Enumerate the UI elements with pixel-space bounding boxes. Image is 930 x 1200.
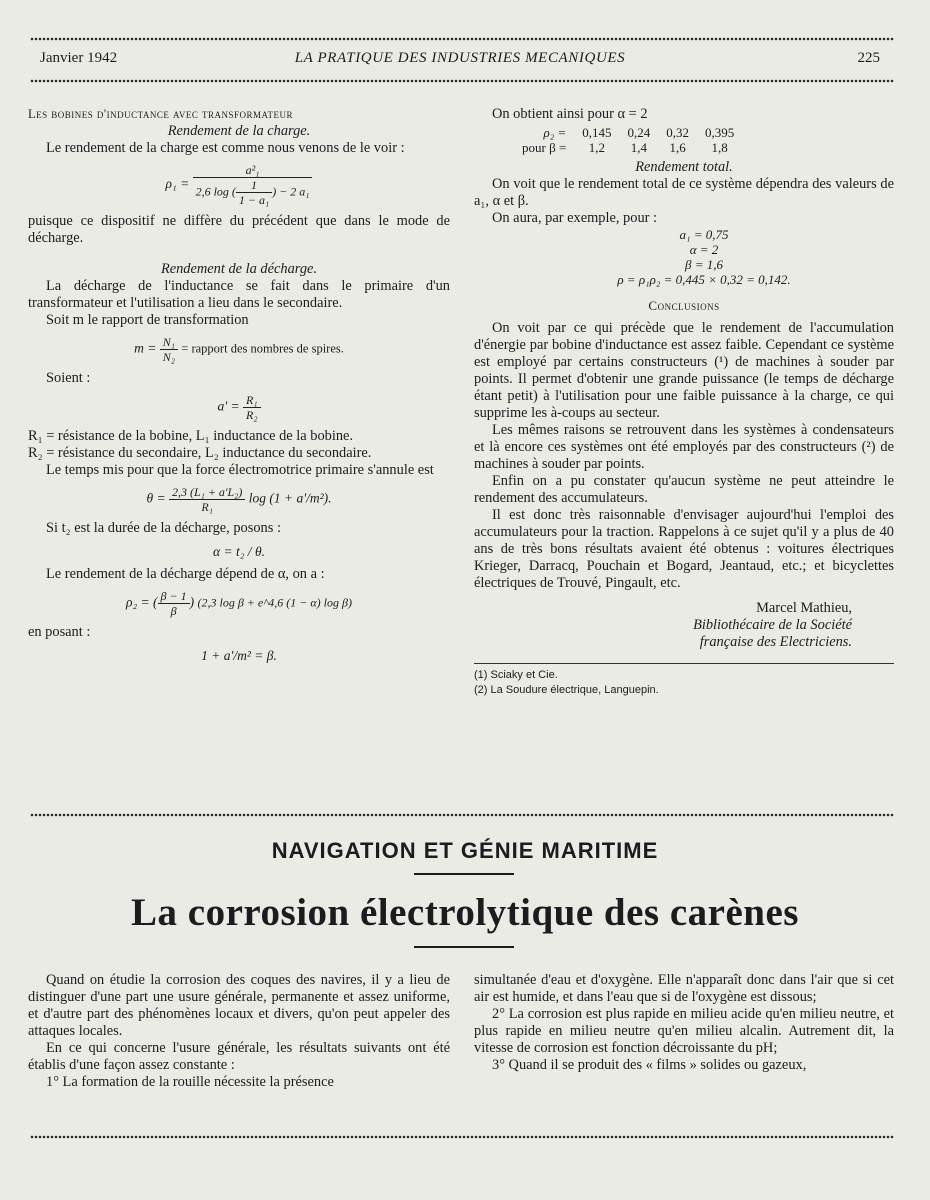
- subheading-total: Rendement total.: [635, 159, 733, 175]
- header-dotted-rule: [30, 78, 894, 84]
- formula-lhs: m =: [134, 340, 157, 356]
- paragraph: Si t₂ est la durée de la décharge, posons :: [46, 520, 281, 536]
- formula-lhs: ρ₂ =: [126, 594, 150, 610]
- formula-a-prime: [28, 393, 450, 422]
- formula-rho1: [28, 163, 450, 207]
- paragraph: Il est donc très raisonnable d'envisager aujourd'hui l'emploi des accumulateurs pour la traction. Rappelons à ce sujet qu'il y a plus de 40 ans de très bons résultats avaient été obtenus : voitures électriques Krieger, Darracq, Pouchain et Bogard, Jeantaud, etc.; et bicyclettes électriques de Trouvé, Pingault, etc.: [474, 507, 894, 591]
- signature-block: [474, 600, 894, 651]
- paragraph: Le temps mis pour que la force électromotrice primaire s'annule est: [46, 462, 434, 478]
- formula-lhs: θ =: [146, 490, 166, 506]
- formula-numerator: 1: [236, 178, 272, 193]
- formula-fraction: [160, 335, 178, 364]
- footnotes: [474, 663, 894, 698]
- formula-theta: [28, 485, 450, 514]
- formula-lhs: a' =: [217, 398, 240, 414]
- table-cell: 1,2: [588, 140, 606, 155]
- paragraph: simultanée d'eau et d'oxygène. Elle n'apparaît donc dans l'air que si cet air est humide, et dans l'eau que si de l'oxygène est dissous;: [474, 972, 894, 1005]
- formula-denominator: R₂: [245, 408, 258, 422]
- header-journal-title: LA PRATIQUE DES INDUSTRIES MECANIQUES: [294, 50, 626, 66]
- article-right-column: [474, 972, 894, 1074]
- subheading-decharge: Rendement de la décharge.: [160, 261, 318, 277]
- formula-denominator: N₂: [162, 350, 175, 364]
- footnote: (2) La Soudure électrique, Languepin.: [474, 684, 659, 696]
- paragraph: puisque ce dispositif ne diffère du précédent que dans le mode de décharge.: [28, 213, 450, 246]
- formula-rhs: = rapport des nombres de spires.: [181, 341, 344, 356]
- left-column: [28, 106, 450, 670]
- equation-line: ρ = ρ₁ρ₂ = 0,445 × 0,32 = 0,142.: [617, 272, 791, 287]
- right-column: [474, 106, 894, 698]
- formula-fraction: [193, 163, 313, 207]
- table-cell: 1,8: [711, 140, 728, 155]
- equation-line: β = 1,6: [685, 257, 723, 272]
- equation-line: α = 2: [689, 242, 719, 257]
- paragraph: 3° Quand il se produit des « films » solides ou gazeux,: [492, 1057, 807, 1073]
- table-cell: ρ₂ =: [543, 125, 567, 140]
- paragraph: en posant :: [28, 624, 91, 640]
- author-role: Bibliothécaire de la Société: [693, 617, 852, 633]
- section-category: NAVIGATION ET GÉNIE MARITIME: [271, 838, 659, 863]
- formula-fraction: [243, 393, 261, 422]
- header-page-number: 225: [857, 50, 880, 66]
- paragraph: Soit m le rapport de transformation: [46, 312, 249, 328]
- table-cell: 0,395: [705, 125, 735, 140]
- formula-rho2: ρ₂ = ( $\frac{\beta - 1}{\beta}$ ) (2,3 log β + e^4,6 (1 − α) log β): [126, 589, 352, 618]
- formula-fraction: [169, 485, 245, 514]
- paragraph: On aura, par exemple, pour :: [492, 210, 658, 226]
- table-cell: 1,4: [630, 140, 648, 155]
- paragraph: On obtient ainsi pour α = 2: [492, 106, 648, 122]
- paragraph: R₂ = résistance du secondaire, L₂ inductance du secondaire.: [28, 445, 372, 461]
- header-date: Janvier 1942: [40, 50, 118, 66]
- paragraph: R₁ = résistance de la bobine, L₁ inductance de la bobine.: [28, 428, 354, 444]
- table-cell: 0,24: [627, 125, 651, 140]
- table-row: [514, 140, 742, 155]
- paragraph: Enfin on a pu constater qu'aucun système ne peut atteindre le rendement des accumulateurs.: [474, 473, 894, 506]
- equation-line: a₁ = 0,75: [679, 227, 729, 242]
- table-row: [514, 125, 742, 140]
- equation-block: [514, 227, 894, 287]
- section-dotted-rule: [30, 812, 894, 818]
- table-cell: 0,145: [582, 125, 612, 140]
- formula-numerator: 2,3 (L₁ + a'L₂): [169, 485, 245, 500]
- paragraph: Soient :: [46, 370, 91, 386]
- author-name: Marcel Mathieu,: [756, 600, 852, 616]
- paragraph: Les mêmes raisons se retrouvent dans les systèmes à condensateurs et là encore ces systèmes ont été employés par des constructeurs (²) de machines à souder par points.: [474, 422, 894, 472]
- formula-term: 2,6 log: [195, 184, 229, 199]
- formula-m: [28, 335, 450, 364]
- table-cell: 1,6: [669, 140, 686, 155]
- formula-term: − 2 a₁: [279, 184, 310, 199]
- formula-rhs: (2,3 log β + e^4,6 (1 − α) log β): [197, 595, 352, 610]
- formula-numerator: N₁: [160, 335, 178, 350]
- formula-numerator: R₁: [243, 393, 261, 408]
- formula-numerator: a²₁: [193, 163, 313, 178]
- subheading-charge: Rendement de la charge.: [167, 123, 311, 139]
- article-title: La corrosion électrolytique des carènes: [131, 891, 799, 934]
- article-left-column: [28, 972, 450, 1091]
- table-cell: 0,32: [666, 125, 690, 140]
- top-dotted-rule: [30, 36, 894, 42]
- paragraph: On voit que le rendement total de ce système dépendra des valeurs de a₁, α et β.: [474, 176, 894, 209]
- paragraph: La décharge de l'inductance se fait dans le primaire d'un transformateur et l'utilisation a lieu dans le secondaire.: [28, 278, 450, 311]
- formula-lhs: ρ₁ =: [165, 176, 190, 192]
- subheading-conclusions: Conclusions: [648, 298, 720, 313]
- section-heading: Les bobines d'inductance avec transformateur: [28, 107, 294, 121]
- page-header: [40, 50, 880, 72]
- table-cell: pour β =: [522, 140, 567, 155]
- paragraph: Le rendement de la décharge dépend de α, on a :: [46, 566, 325, 582]
- formula-numerator: β − 1: [158, 589, 190, 604]
- formula-denominator: R₁: [201, 500, 213, 514]
- formula-alpha: α = t₂ / θ.: [213, 544, 265, 559]
- title-underline: [414, 946, 514, 948]
- formula-fraction: [158, 589, 190, 618]
- paragraph: En ce qui concerne l'usure générale, les résultats suivants ont été établis d'une façon assez constante :: [28, 1040, 450, 1073]
- footnote: (1) Sciaky et Cie.: [474, 669, 558, 681]
- formula-denominator: 1 − a₁: [238, 193, 270, 207]
- formula-denominator: β: [170, 604, 177, 618]
- paragraph: Le rendement de la charge est comme nous venons de le voir :: [46, 140, 405, 156]
- author-role: française des Electriciens.: [699, 634, 852, 650]
- paragraph: 2° La corrosion est plus rapide en milieu acide qu'en milieu neutre, et plus rapide en milieu neutre qu'en milieu alcalin. Autrement dit, la vitesse de corrosion est fonction décroissante du pH;: [474, 1006, 894, 1056]
- formula-beta: 1 + a'/m² = β.: [201, 648, 277, 663]
- formula-rhs: log (1 + a'/m²).: [248, 490, 332, 506]
- formula-denominator: 2,6 log ( $\frac{1}{\text{1 − a₁}}$ ) − 2 a₁: [195, 178, 310, 207]
- values-table: [514, 125, 742, 155]
- bottom-dotted-rule: [30, 1134, 894, 1140]
- category-underline: [414, 873, 514, 875]
- paragraph: On voit par ce qui précède que le rendement de l'accumulation d'énergie par bobine d'inductance est assez faible. Cependant ce système est employé par certains constructeurs (¹) de machines à souder par points. Il permet d'obtenir une grande puissance (le temps de décharge étant petit) à l'utilisation pour une faible puissance à la charge, ce qui supprime les à-coups au secteur.: [474, 320, 894, 421]
- paragraph: 1° La formation de la rouille nécessite la présence: [46, 1074, 334, 1090]
- paragraph: Quand on étudie la corrosion des coques des navires, il y a lieu de distinguer d'une part une usure générale, permanente et assez uniforme, et d'autre part des phénomènes locaux et divers, qu'on peut appeler des attaques locales.: [28, 972, 450, 1039]
- formula-inner-fraction: [236, 178, 272, 207]
